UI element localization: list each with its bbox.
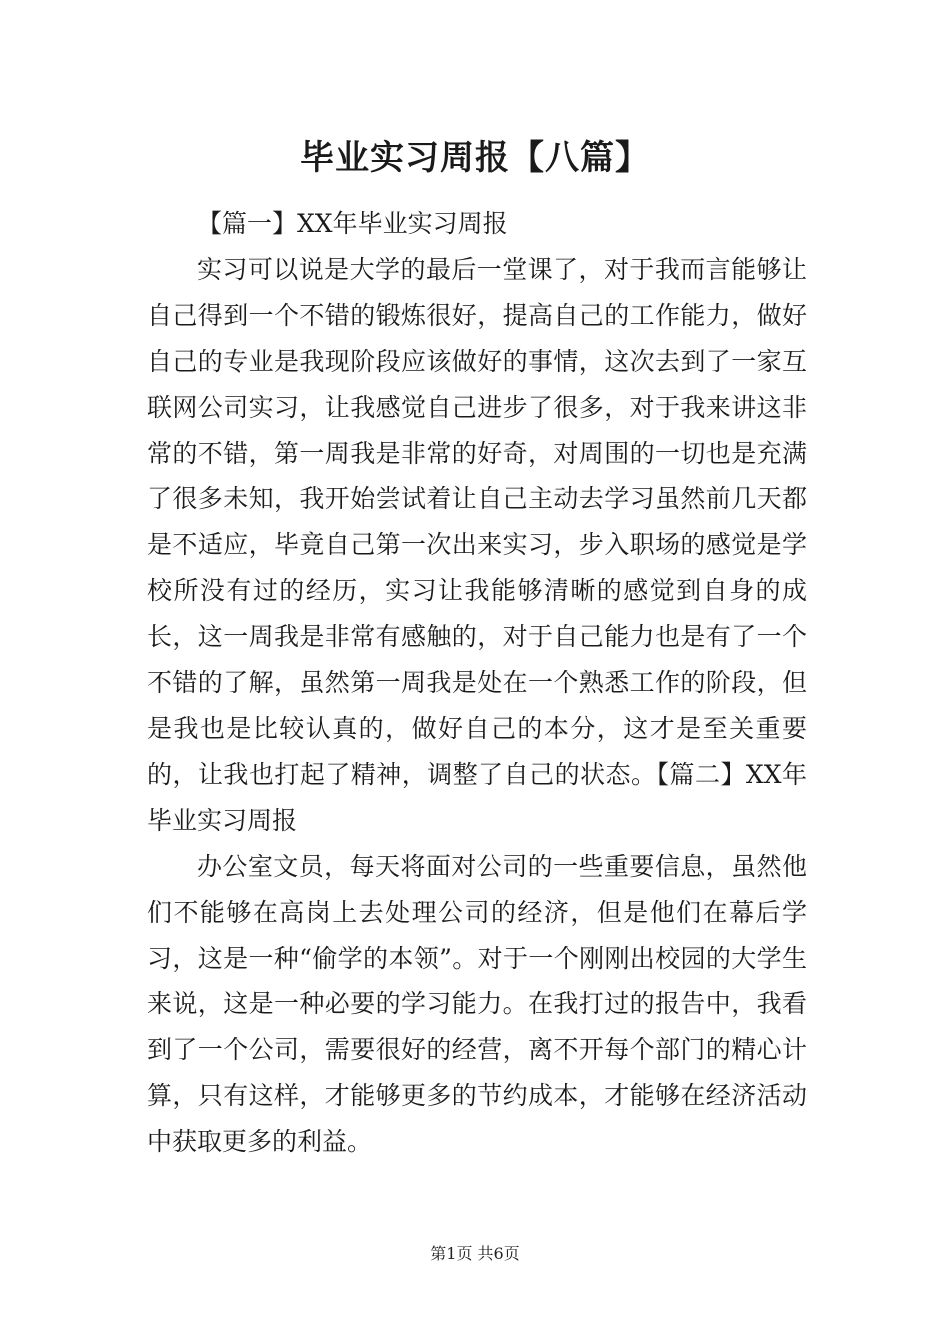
document-title: 毕业实习周报【八篇】 [300,138,650,178]
section-1-paragraph-text: 实习可以说是大学的最后一堂课了，对于我而言能够让自己得到一个不错的锻炼很好，提高自己的工作能力，做好自己的专业是我现阶段应该做好的事情，这次去到了一家互联网公司实习，让我感觉自己进步了很多，对于我来讲这非常的不错，第一周我是非常的好奇，对周围的一切也是充满了很多未知，我开始尝试着让自己主动去学习虽然前几天都是不适应，毕竟自己第一次出来实习，步入职场的感觉是学校所没有过的经历，实习让我能够清晰的感觉到自身的成长，这一周我是非常有感触的，对于自己能力也是有了一个不错的了解，虽然第一周我是处在一个熟悉工作的阶段，但是我也是比较认真的，做好自己的本分，这才是至关重要的，让我也打起了精神，调整了自己的状态。 [147,254,807,789]
section-2-heading: 【篇二】XX年毕业实习周报 [147,759,807,835]
section-1-paragraph [147,247,807,844]
document-body [147,201,807,1165]
section-1-heading-text: 【篇一】XX年毕业实习周报 [197,209,508,238]
page-footer: 第1页 共6页 [430,1244,520,1263]
section-2-paragraph-text: 办公室文员，每天将面对公司的一些重要信息，虽然他们不能够在高岗上去处理公司的经济，但是他们在幕后学习，这是一种“偷学的本领”。对于一个刚刚出校园的大学生来说，这是一种必要的学习能力。在我打过的报告中，我看到了一个公司，需要很好的经营，离不开每个部门的精心计算，只有这样，才能够更多的节约成本，才能够在经济活动中获取更多的利益。 [147,851,807,1157]
section-1-heading [147,201,807,247]
section-2-paragraph [147,844,807,1165]
